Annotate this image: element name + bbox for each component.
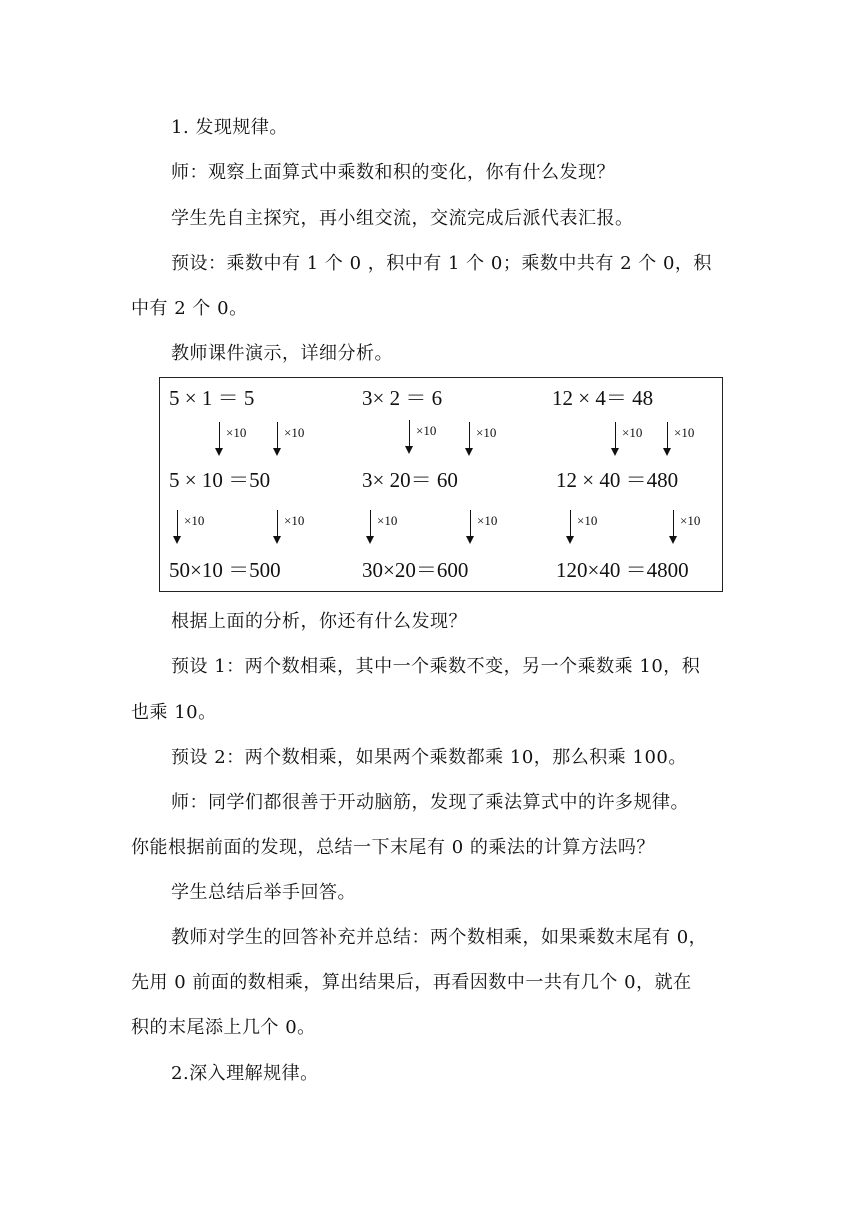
paragraph-further-question: 根据上面的分析，你还有什么发现？ xyxy=(171,611,467,632)
down-arrow-icon xyxy=(273,422,321,458)
arrow-label: ×10 xyxy=(674,425,695,440)
arrow-label: ×10 xyxy=(622,425,643,440)
arrow-label: ×10 xyxy=(477,513,498,528)
down-arrow-icon xyxy=(215,422,263,458)
arrow-label: ×10 xyxy=(284,513,305,528)
down-arrow-icon xyxy=(366,510,414,546)
paragraph-teacher-question: 师：观察上面算式中乘数和积的变化，你有什么发现？ xyxy=(171,162,615,183)
arrow-label: ×10 xyxy=(184,513,205,528)
paragraph-student-explore: 学生先自主探究，再小组交流，交流完成后派代表汇报。 xyxy=(171,208,634,229)
equation-5x10: 5 × 10 ＝50 xyxy=(169,468,271,492)
equation-3x2: 3× 2 ＝ 6 xyxy=(362,386,443,410)
paragraph-preset-line1: 预设：乘数中有 1 个 0 ，积中有 1 个 0；乘数中共有 2 个 0，积 xyxy=(171,253,712,274)
equation-5x1: 5 × 1 ＝ 5 xyxy=(169,386,255,410)
paragraph-student-answer: 学生总结后举手回答。 xyxy=(171,882,356,903)
arrow-label: ×10 xyxy=(377,513,398,528)
arrow-label: ×10 xyxy=(577,513,598,528)
down-arrow-icon xyxy=(566,510,614,546)
down-arrow-icon xyxy=(273,510,321,546)
equation-3x20: 3× 20＝ 60 xyxy=(362,468,458,492)
section-heading-deepen: 2.深入理解规律。 xyxy=(171,1063,319,1084)
paragraph-preset2: 预设 2：两个数相乘，如果两个乘数都乘 10，那么积乘 100。 xyxy=(171,747,687,768)
section-heading-discover: 1. 发现规律。 xyxy=(171,117,288,138)
equation-12x40: 12 × 40 ＝480 xyxy=(556,468,679,492)
equation-30x20: 30×20＝600 xyxy=(362,558,469,582)
down-arrow-icon xyxy=(173,510,221,546)
down-arrow-icon xyxy=(466,510,514,546)
equation-120x40: 120×40 ＝4800 xyxy=(556,558,689,582)
paragraph-preset1-line2: 也乘 10。 xyxy=(131,702,217,723)
equation-12x4: 12 × 4＝ 48 xyxy=(552,386,654,410)
arrow-label: ×10 xyxy=(416,423,437,438)
equation-50x10: 50×10 ＝500 xyxy=(169,558,281,582)
down-arrow-icon xyxy=(465,422,513,458)
down-arrow-icon xyxy=(663,422,711,458)
down-arrow-icon xyxy=(611,422,659,458)
paragraph-teacher-praise-line2: 你能根据前面的发现，总结一下末尾有 0 的乘法的计算方法吗？ xyxy=(131,837,655,858)
paragraph-teacher-demo: 教师课件演示，详细分析。 xyxy=(171,343,393,364)
paragraph-teacher-praise-line1: 师：同学们都很善于开动脑筋，发现了乘法算式中的许多规律。 xyxy=(171,792,689,813)
arrow-label: ×10 xyxy=(226,425,247,440)
arrow-label: ×10 xyxy=(680,513,701,528)
arrow-label: ×10 xyxy=(284,425,305,440)
paragraph-preset1-line1: 预设 1：两个数相乘，其中一个乘数不变，另一个乘数乘 10，积 xyxy=(171,656,701,677)
paragraph-preset-line2: 中有 2 个 0。 xyxy=(131,298,248,319)
down-arrow-icon xyxy=(669,510,717,546)
paragraph-summary-line2: 先用 0 前面的数相乘，算出结果后，再看因数中一共有几个 0，就在 xyxy=(131,972,692,993)
paragraph-summary-line1: 教师对学生的回答补充并总结：两个数相乘，如果乘数末尾有 0， xyxy=(171,927,708,948)
down-arrow-icon xyxy=(405,420,453,456)
arrow-label: ×10 xyxy=(476,425,497,440)
paragraph-summary-line3: 积的末尾添上几个 0。 xyxy=(131,1017,316,1038)
calculation-box xyxy=(159,377,723,592)
